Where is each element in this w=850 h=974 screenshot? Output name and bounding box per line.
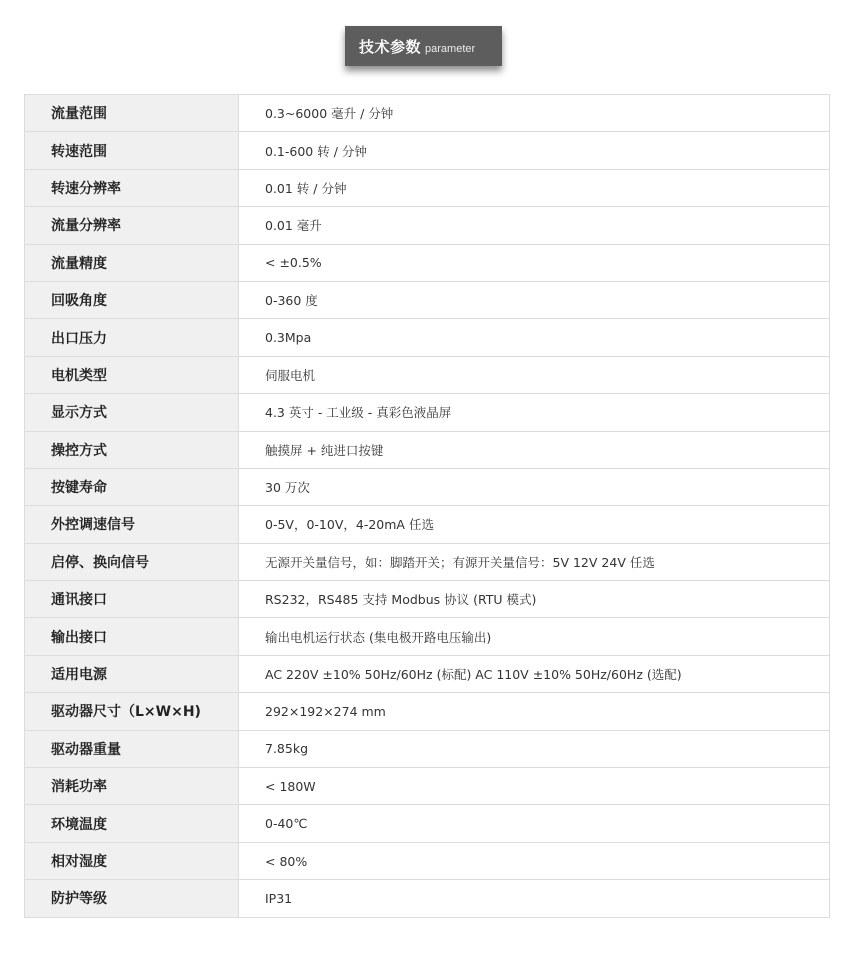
spec-value: 触摸屏 + 纯进口按键	[239, 431, 830, 468]
spec-label: 环境温度	[25, 805, 239, 842]
table-row	[25, 655, 830, 692]
table-row	[25, 506, 830, 543]
spec-value: 0.01 转 / 分钟	[239, 169, 830, 206]
spec-value: 0.3~6000 毫升 / 分钟	[239, 95, 830, 132]
spec-label: 输出接口	[25, 618, 239, 655]
spec-label: 转速范围	[25, 132, 239, 169]
spec-table	[24, 94, 830, 918]
spec-label: 相对湿度	[25, 842, 239, 879]
table-row	[25, 693, 830, 730]
spec-label: 操控方式	[25, 431, 239, 468]
table-row	[25, 431, 830, 468]
spec-value: 0-5V，0-10V，4-20mA 任选	[239, 506, 830, 543]
spec-label: 流量范围	[25, 95, 239, 132]
spec-value: 0-360 度	[239, 281, 830, 318]
spec-value: 伺服电机	[239, 356, 830, 393]
spec-label: 适用电源	[25, 655, 239, 692]
spec-label: 流量分辨率	[25, 207, 239, 244]
table-row	[25, 618, 830, 655]
table-row	[25, 581, 830, 618]
spec-value: < 180W	[239, 768, 830, 805]
spec-value: 输出电机运行状态 (集电极开路电压输出)	[239, 618, 830, 655]
spec-label: 转速分辨率	[25, 169, 239, 206]
table-row	[25, 319, 830, 356]
spec-value: 7.85kg	[239, 730, 830, 767]
table-row	[25, 842, 830, 879]
spec-label: 回吸角度	[25, 281, 239, 318]
table-row	[25, 169, 830, 206]
table-row	[25, 281, 830, 318]
spec-value: 无源开关量信号，如：脚踏开关；有源开关量信号：5V 12V 24V 任选	[239, 543, 830, 580]
spec-value: 292×192×274 mm	[239, 693, 830, 730]
table-row	[25, 95, 830, 132]
spec-value: 0.1-600 转 / 分钟	[239, 132, 830, 169]
table-row	[25, 244, 830, 281]
spec-value: 0.3Mpa	[239, 319, 830, 356]
spec-value: < 80%	[239, 842, 830, 879]
spec-label: 按键寿命	[25, 468, 239, 505]
table-row	[25, 207, 830, 244]
spec-value: IP31	[239, 880, 830, 917]
section-title-badge	[345, 26, 502, 66]
table-row	[25, 543, 830, 580]
section-title: 技术参数	[359, 37, 422, 56]
table-row	[25, 356, 830, 393]
spec-value: 4.3 英寸 - 工业级 - 真彩色液晶屏	[239, 394, 830, 431]
table-row	[25, 468, 830, 505]
table-row	[25, 730, 830, 767]
table-row	[25, 768, 830, 805]
spec-value: 0-40℃	[239, 805, 830, 842]
table-row	[25, 880, 830, 917]
spec-label: 出口压力	[25, 319, 239, 356]
spec-label: 外控调速信号	[25, 506, 239, 543]
table-row	[25, 132, 830, 169]
spec-label: 电机类型	[25, 356, 239, 393]
spec-label: 通讯接口	[25, 581, 239, 618]
spec-value: 30 万次	[239, 468, 830, 505]
spec-label: 流量精度	[25, 244, 239, 281]
spec-label: 显示方式	[25, 394, 239, 431]
spec-label: 启停、换向信号	[25, 543, 239, 580]
table-row	[25, 394, 830, 431]
spec-value: 0.01 毫升	[239, 207, 830, 244]
spec-label: 驱动器尺寸（L×W×H)	[25, 693, 239, 730]
spec-value: RS232，RS485 支持 Modbus 协议 (RTU 模式)	[239, 581, 830, 618]
spec-value: AC 220V ±10% 50Hz/60Hz (标配) AC 110V ±10% 50Hz/60Hz (选配)	[239, 655, 830, 692]
spec-label: 消耗功率	[25, 768, 239, 805]
section-subtitle: parameter	[425, 43, 476, 55]
spec-value: < ±0.5%	[239, 244, 830, 281]
table-row	[25, 805, 830, 842]
spec-label: 驱动器重量	[25, 730, 239, 767]
spec-label: 防护等级	[25, 880, 239, 917]
